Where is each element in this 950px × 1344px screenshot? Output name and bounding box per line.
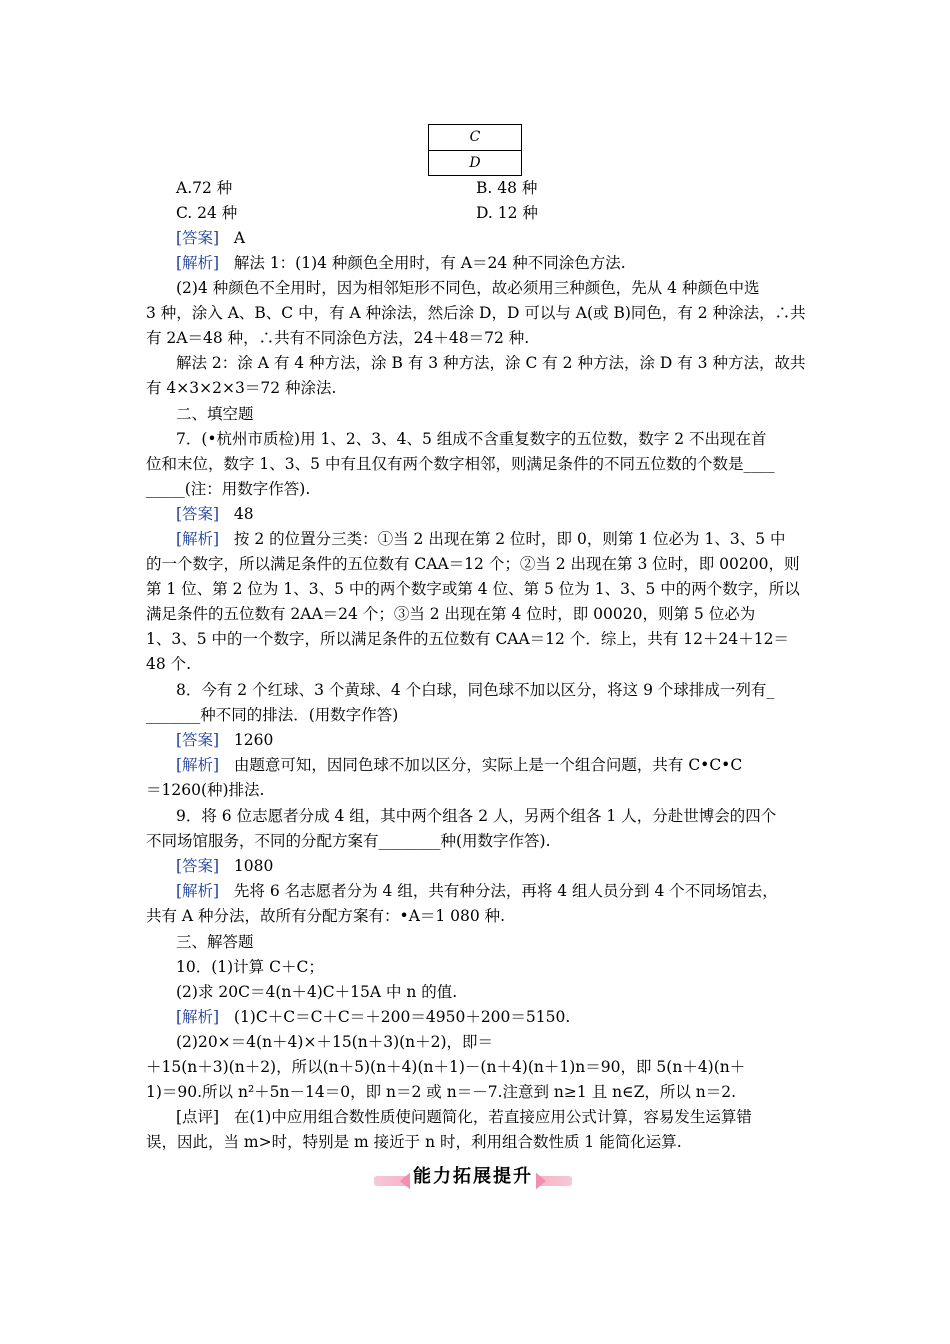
option-d: D. 12 种 [476, 204, 538, 222]
q7-analysis-line: 第 1 位、第 2 位为 1、3、5 中的两个数字或第 4 位、第 5 位为 1、3、5 中的两个数字，所以 [146, 580, 800, 598]
analysis-tag: [解析] [176, 530, 220, 548]
q6-analysis-line [176, 252, 806, 274]
q6-answer [176, 227, 806, 249]
q7-question-line: 7．(•杭州市质检)用 1、2、3、4、5 组成不含重复数字的五位数，数字 2 不出现在首 [176, 430, 767, 448]
option-a: A.72 种 [176, 179, 233, 197]
analysis-tag: [解析] [176, 1008, 220, 1026]
answer-tag: [答案] [176, 857, 220, 875]
q9-question-line: 不同场馆服务，不同的分配方案有________种(用数字作答). [146, 832, 551, 850]
section-banner [374, 1162, 572, 1196]
q7-answer [176, 503, 806, 525]
analysis-tag: [解析] [176, 254, 220, 272]
rectangle-figure [428, 124, 522, 176]
q6-analysis-line: 有 4×3×2×3＝72 种涂法. [146, 379, 337, 397]
q6-analysis-line: 3 种，涂入 A、B、C 中，有 A 种涂法，然后涂 D，D 可以与 A(或 B)同色，有 2 种涂法，∴共 [146, 304, 806, 322]
q9-analysis-line: 共有 A 种分法，故所有分配方案有：•A＝1 080 种. [146, 907, 506, 925]
analysis-text: 由题意可知，因同色球不加以区分，实际上是一个组合问题，共有 C•C•C [233, 756, 743, 774]
option-c: C. 24 种 [176, 204, 238, 222]
q8-question-line: 8．今有 2 个红球、3 个黄球、4 个白球，同色球不加以区分，将这 9 个球排成一列有_ [176, 681, 775, 699]
q10-comment-line: 误，因此，当 m>时，特别是 m 接近于 n 时，利用组合数性质 1 能简化运算. [146, 1133, 682, 1151]
q10-analysis-line: 1)＝90.所以 n²＋5n－14＝0，即 n＝2 或 n＝－7.注意到 n≥1 且 n∈Z，所以 n＝2. [146, 1083, 737, 1101]
option-b: B. 48 种 [476, 179, 538, 197]
analysis-text: 解法 1：(1)4 种颜色全用时，有 A＝24 种不同涂色方法. [233, 254, 626, 272]
q6-analysis-line: 有 2A＝48 种，∴共有不同涂色方法，24＋48＝72 种. [146, 329, 530, 347]
comment-tag: [点评] [176, 1108, 220, 1126]
banner-title: 能力拓展提升 [410, 1162, 536, 1192]
q9-analysis-line [176, 880, 806, 902]
q7-analysis-line [176, 528, 806, 550]
analysis-text: 按 2 的位置分三类：①当 2 出现在第 2 位时，即 0，则第 1 位必为 1、3、5 中 [233, 530, 786, 548]
q8-answer [176, 729, 806, 751]
q8-analysis-line [176, 754, 806, 776]
q10-analysis-line: ＋15(n＋3)(n＋2)，所以(n＋5)(n＋4)(n＋1)－(n＋4)(n＋1)n＝90，即 5(n＋4)(n＋ [146, 1058, 746, 1076]
q9-answer [176, 855, 806, 877]
answer-value: A [233, 229, 246, 247]
q10-question-line: (2)求 20C＝4(n＋4)C＋15A 中 n 的值. [176, 983, 458, 1001]
figure-cell-d: D [469, 155, 481, 171]
section-title-solutions: 三、解答题 [176, 933, 254, 951]
q9-question-line: 9．将 6 位志愿者分成 4 组，其中两个组各 2 人，另两个组各 1 人，分赴世博会的四个 [176, 807, 777, 825]
q8-question-line: _______种不同的排法．(用数字作答) [146, 706, 399, 724]
q7-question-line: _____(注：用数字作答). [146, 480, 311, 498]
figure-cell-c: C [429, 125, 521, 151]
answer-value: 1260 [233, 731, 274, 749]
q7-analysis-line: 满足条件的五位数有 2AA＝24 个；③当 2 出现在第 4 位时，即 00020，则第 5 位必为 [146, 605, 756, 623]
q7-analysis-line: 的一个数字，所以满足条件的五位数有 CAA＝12 个；②当 2 出现在第 3 位时，即 00200，则 [146, 555, 800, 573]
answer-value: 1080 [233, 857, 274, 875]
analysis-tag: [解析] [176, 882, 220, 900]
answer-value: 48 [233, 505, 254, 523]
analysis-tag: [解析] [176, 756, 220, 774]
q6-analysis-line: (2)4 种颜色不全用时，因为相邻矩形不同色，故必须用三种颜色，先从 4 种颜色中选 [176, 279, 760, 297]
q7-analysis-line: 1、3、5 中的一个数字，所以满足条件的五位数有 CAA＝12 个．综上，共有 12＋24＋12＝ [146, 630, 789, 648]
q10-analysis-line: (2)20×＝4(n＋4)×＋15(n＋3)(n＋2)，即＝ [176, 1033, 494, 1051]
q7-question-line: 位和末位，数字 1、3、5 中有且仅有两个数字相邻，则满足条件的不同五位数的个数是____ [146, 455, 775, 473]
section-title-fill-in: 二、填空题 [176, 405, 254, 423]
q7-analysis-line: 48 个. [146, 655, 192, 673]
analysis-text: 先将 6 名志愿者分为 4 组，共有种分法，再将 4 组人员分到 4 个不同场馆去， [233, 882, 778, 900]
comment-text: 在(1)中应用组合数性质使问题简化，若直接应用公式计算，容易发生运算错 [233, 1108, 752, 1126]
answer-tag: [答案] [176, 731, 220, 749]
answer-tag: [答案] [176, 505, 220, 523]
analysis-text: (1)C＋C＝C＋C＝＋200＝4950＋200＝5150. [233, 1008, 571, 1026]
q10-analysis-line [176, 1006, 806, 1028]
q10-question-line: 10．(1)计算 C＋C； [176, 958, 324, 976]
q10-comment-line [176, 1106, 806, 1128]
q8-analysis-line: ＝1260(种)排法. [146, 781, 265, 799]
answer-tag: [答案] [176, 229, 220, 247]
q6-analysis-line: 解法 2：涂 A 有 4 种方法，涂 B 有 3 种方法，涂 C 有 2 种方法，涂 D 有 3 种方法，故共 [176, 354, 806, 372]
